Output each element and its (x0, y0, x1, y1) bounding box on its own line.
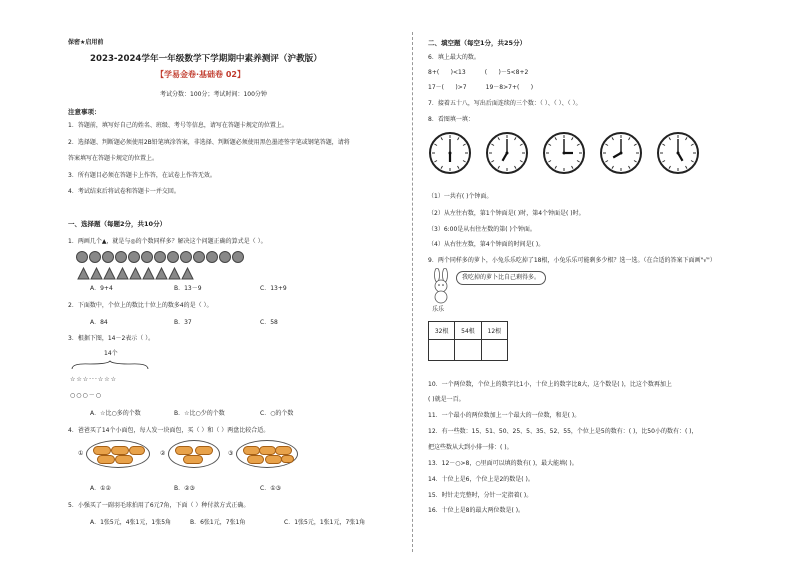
q2-option-b[interactable]: B．37 (174, 319, 192, 326)
bread-icon (265, 455, 282, 464)
q12-text: 12．有一些数：15、51、50、25、5、35、52、55，个位上是5的数有：( )，比50小的数有：( )， (428, 428, 698, 435)
q3-stars: ☆☆☆···☆☆☆ (70, 376, 117, 383)
clock-icon (544, 133, 584, 173)
plate-1-label: ① (78, 450, 84, 457)
q4-option-a[interactable]: A．①② (90, 485, 111, 492)
triangle-shape (78, 268, 89, 279)
bread-icon (183, 455, 203, 464)
q2-option-a[interactable]: A．84 (90, 319, 108, 326)
circle-shape (181, 252, 192, 263)
bread-icon (259, 446, 276, 455)
bread-icon (175, 446, 193, 455)
q14-text: 14．十位上是6，个位上是2的数是( )。 (428, 476, 534, 483)
bread-icon (115, 455, 133, 464)
triangle-shape (169, 268, 180, 279)
circle-shape (220, 252, 231, 263)
q5-option-b[interactable]: B．6张1元，7张1角 (190, 519, 246, 526)
section2-heading: 二、填空题（每空1分，共25分） (428, 39, 527, 47)
clock-icon (658, 133, 698, 173)
circle-shape (233, 252, 244, 263)
triangle-shape (117, 268, 128, 279)
q8-item-2: （2）从左往右数，第1个钟面是( )时，第4个钟面是( )时。 (428, 210, 585, 217)
circle-shape (207, 252, 218, 263)
q1-triangle-row (76, 265, 276, 284)
bread-icon (247, 455, 264, 464)
bread-icon (93, 446, 111, 455)
bread-icon (129, 446, 145, 455)
q1-option-a[interactable]: A．9+4 (90, 285, 113, 292)
q5-text: 5．小强买了一副羽毛球拍用了6元7角，下面（ ）种付款方式正确。 (68, 502, 250, 509)
q4-text: 4．爸爸买了14个小面包，每人发一块面包，买（ ）和（ ）两盘比较合适。 (68, 427, 270, 434)
rabbit-name: 乐乐 (432, 306, 445, 313)
rabbit-icon (428, 268, 454, 304)
q6-line1: 8+( )<13 ( )－5<8+2 (428, 69, 529, 76)
q3-brace (70, 360, 150, 370)
q3-text: 3．根据下图，14－2表示（ ）。 (68, 335, 155, 342)
q11-text: 11．一个最小的两位数加上一个最大的一位数，和是( )。 (428, 412, 581, 419)
circle-shape (155, 252, 166, 263)
q3-option-b[interactable]: B．☆比○少的个数 (174, 410, 225, 417)
q9-answer-2[interactable] (455, 340, 481, 361)
plate-2-label: ② (160, 450, 166, 457)
q1-option-c[interactable]: C．13+9 (260, 285, 287, 292)
exam-subtitle: 【学易金卷·基础卷 02】 (156, 70, 245, 79)
q4-option-c[interactable]: C．①③ (260, 485, 281, 492)
note-4: 4．考试结束后将试卷和答题卡一并交回。 (68, 188, 180, 195)
q13-text: 13．12－○>8，○里面可以填的数有( )，最大能填( )。 (428, 460, 578, 467)
triangle-shape (130, 268, 141, 279)
exam-title: 2023-2024学年一年级数学下学期期中素养测评（沪教版） (90, 54, 322, 64)
exam-meta: 考试分数：100分；考试时间：100分钟 (160, 91, 267, 98)
circle-shape (168, 252, 179, 263)
plate-3 (236, 440, 298, 468)
q10-text: 10．一个两位数，个位上的数字比1小，十位上的数字比8大，这个数是( )，比这个数再加上 (428, 381, 672, 388)
q2-text: 2．下面数中，个位上的数比十位上的数多4的是（ ）。 (68, 302, 213, 309)
q9-cell-1: 32根 (429, 322, 455, 340)
q3-circles: ○○○－○ (70, 392, 102, 399)
bread-icon (97, 455, 115, 464)
notes-heading: 注意事项： (68, 108, 101, 116)
speech-bubble: 我吃掉的萝卜比自己剩得多。 (456, 271, 546, 285)
q12-line2: 把这些数从大到小排一排：( )。 (428, 444, 513, 451)
note-2b: 答案填写在答题卡规定的位置上。 (68, 155, 159, 162)
bread-icon (281, 455, 294, 463)
triangle-shape (104, 268, 115, 279)
bread-icon (111, 446, 129, 455)
bread-icon (195, 446, 213, 455)
section1-heading: 一、选择题（每题2分，共10分） (68, 220, 167, 228)
q9-cell-2: 54根 (455, 322, 481, 340)
q8-item-4: （4）从右往左数，第4个钟面的时间是( )。 (428, 241, 545, 248)
triangle-shape (143, 268, 154, 279)
q9-answer-3[interactable] (481, 340, 507, 361)
circle-shape (103, 252, 114, 263)
q9-table (428, 321, 508, 361)
note-3: 3．所有题目必须在答题卡上作答，在试卷上作答无效。 (68, 172, 216, 179)
q7-text: 7．接着五十八，写出后面连续的三个数：（ ）、（ ）、（ ）。 (428, 100, 582, 107)
q8-item-3: （3）6:00是从右往左数的第( )个钟面。 (428, 226, 536, 233)
triangle-shape (156, 268, 167, 279)
column-divider (412, 32, 413, 552)
clock-icon (487, 133, 527, 173)
bread-icon (243, 446, 260, 455)
clock-faces (428, 130, 728, 176)
triangle-shapes (76, 266, 276, 280)
circle-shapes (76, 250, 256, 264)
note-2: 2．选择题、判断题必须使用2B铅笔填涂答案，非选择、判断题必须使用黑色墨迹签字笔或钢笔答题，请将 (68, 139, 350, 146)
circle-shape (142, 252, 153, 263)
plate-2 (168, 440, 220, 468)
q9-cell-3: 12根 (481, 322, 507, 340)
q1-option-b[interactable]: B．13－9 (174, 285, 202, 292)
triangle-shape (91, 268, 102, 279)
q1-text: 1．两画几个▲，就是与◎的个数同样多？解决这个问题正确的算式是（ ）。 (68, 238, 267, 245)
q9-answer-1[interactable] (429, 340, 455, 361)
clock-icon (601, 133, 641, 173)
q15-text: 15．时针走完整时，分针一定指着( )。 (428, 492, 533, 499)
q5-option-c[interactable]: C．1张5元，1张1元，7张1角 (284, 519, 366, 526)
q16-text: 16．十位上是8的最大两位数是( )。 (428, 507, 525, 514)
q8-item-1: （1）一共有( )个钟面。 (428, 193, 493, 200)
q8-text: 8．看图填一填： (428, 116, 474, 123)
q4-option-b[interactable]: B．②③ (174, 485, 195, 492)
bread-icon (275, 446, 292, 455)
q6-line2: 17－( )>7 19－8>7+( ) (428, 84, 534, 91)
secret-label: 保密★启用前 (68, 39, 104, 46)
circle-shape (129, 252, 140, 263)
q6-text: 6．填上最大的数。 (428, 54, 480, 61)
circle-shape (194, 252, 205, 263)
q10-line2: ( )就是一百。 (428, 396, 465, 403)
q3-option-a[interactable]: A．☆比○多的个数 (90, 410, 141, 417)
q9-text: 9．两个同样多的萝卜，小兔乐乐吃掉了18根，小兔乐乐可能剩多少根？选一选。（在合适的答案下面画"√"） (428, 257, 716, 264)
plate-3-label: ③ (228, 450, 234, 457)
q5-option-a[interactable]: A．1张5元，4张1元，1张5角 (90, 519, 172, 526)
note-1: 1．答题前，填写好自己的姓名、班级、考号等信息，请写在答题卡规定的位置上。 (68, 122, 288, 129)
q3-option-c[interactable]: C．○的个数 (260, 410, 294, 417)
circle-shape (90, 252, 101, 263)
q2-option-c[interactable]: C．58 (260, 319, 278, 326)
circle-shape (77, 252, 88, 263)
triangle-shape (182, 268, 193, 279)
circle-shape (116, 252, 127, 263)
clock-icon (430, 133, 470, 173)
plate-1 (86, 440, 150, 468)
q3-label-14: 14个 (104, 350, 118, 357)
